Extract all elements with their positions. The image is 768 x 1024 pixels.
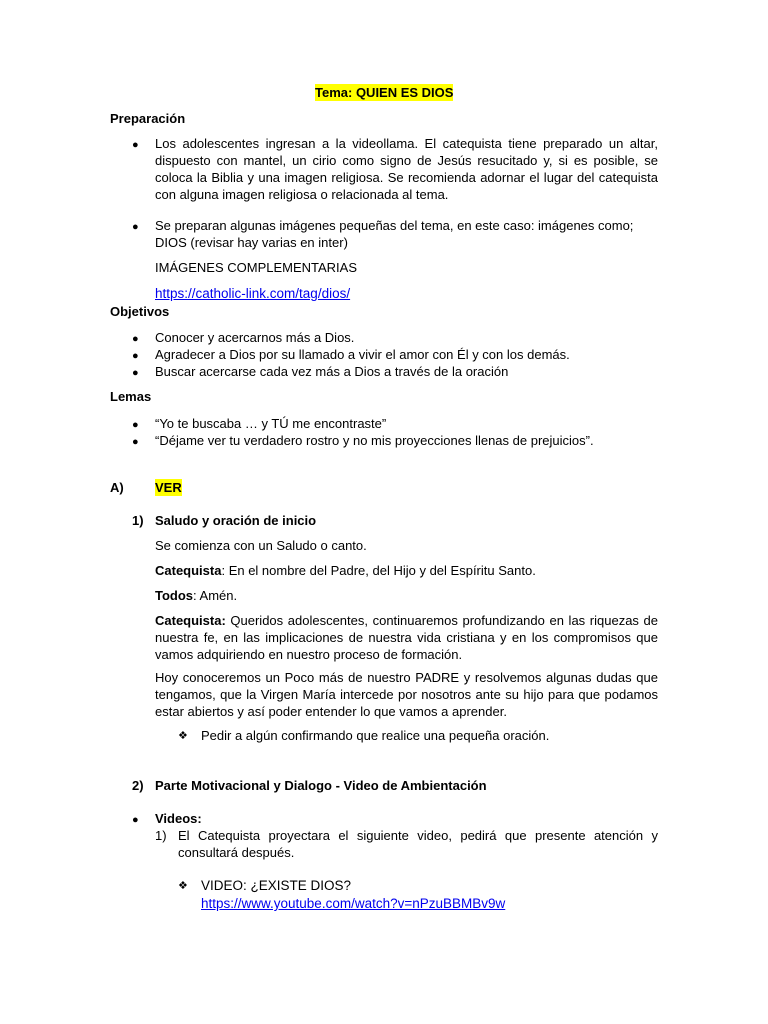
sub2-number: 2) [132,778,144,793]
preparacion-item-1: Los adolescentes ingresan a la videollama. El catequista tiene preparado un altar, dispuesto con mantel, un cirio como signo de Jesús resucitado y, si es posible, se coloca la Biblia y una imagen religiosa. Se recomienda adornar el lugar del catequista con alguna imagen religiosa o relacionada al tema. [155,136,658,202]
bullet-icon: ● [132,814,139,826]
step-number: 1) [155,828,167,843]
step-text: El Catequista proyectara el siguiente video, pedirá que presente atención y consultará después. [178,828,658,860]
sub1-number: 1) [132,513,144,528]
sub1-paragraph-5: Hoy conoceremos un Poco más de nuestro PADRE y resolvemos algunas dudas que tengamos, que la Virgen María intercede por nosotros ante su hijo para que podamos estar abiertos y así poder entender lo que vamos a aprender. [155,670,658,719]
bullet-icon: ● [132,350,139,362]
title-prefix: Tema: [315,85,356,100]
objetivo-item: Conocer y acercarnos más a Dios. [155,330,355,345]
sub1-paragraph-1: Se comienza con un Saludo o canto. [155,538,367,553]
objetivo-item: Agradecer a Dios por su llamado a vivir el amor con Él y con los demás. [155,347,570,362]
imagenes-complementarias: IMÁGENES COMPLEMENTARIAS [155,260,358,275]
sub1-title: Saludo y oración de inicio [155,513,317,528]
lema-item: “Déjame ver tu verdadero rostro y no mis proyecciones llenas de prejuicios”. [155,433,594,448]
objetivo-item: Buscar acercarse cada vez más a Dios a través de la oración [155,364,509,379]
sub1-paragraph-4 [155,612,658,663]
speaker-text: Queridos adolescentes, continuaremos profundizando en las riquezas de nuestra fe, en las implicaciones de nuestra vida cristiana y en los compromisos que vamos adquiriendo en nuestro proceso de formación. [155,613,658,662]
catholic-link[interactable]: https://catholic-link.com/tag/dios/ [155,286,351,301]
section-a-marker: A) [110,480,124,495]
sub1-bullet: Pedir a algún confirmando que realice una pequeña oración. [201,728,550,743]
bullet-icon: ● [132,221,139,233]
section-a-title: VER [155,480,182,495]
bullet-icon: ● [132,333,139,345]
diamond-bullet-icon: ❖ [178,880,188,892]
speaker-label: Catequista [155,563,222,578]
lemas-heading: Lemas [110,389,152,404]
bullet-icon: ● [132,139,139,151]
page-title [315,84,453,101]
bullet-icon: ● [132,419,139,431]
lema-item: “Yo te buscaba … y TÚ me encontraste” [155,416,387,431]
preparacion-item-2-line2: DIOS (revisar hay varias en inter) [155,235,348,250]
sub2-title: Parte Motivacional y Dialogo - Video de Ambientación [155,778,487,793]
title-main: QUIEN ES DIOS [355,85,454,100]
speaker-text: : En el nombre del Padre, del Hijo y del Espíritu Santo. [221,563,536,578]
preparacion-heading: Preparación [110,111,186,126]
preparacion-item-2-line1: Se preparan algunas imágenes pequeñas del tema, en este caso: imágenes como; [155,218,634,233]
bullet-icon: ● [132,436,139,448]
video-label: VIDEO: ¿EXISTE DIOS? [201,878,352,893]
sub1-paragraph-3 [155,587,237,604]
videos-label: Videos: [155,811,202,826]
bullet-icon: ● [132,367,139,379]
sub1-paragraph-2 [155,562,536,579]
objetivos-heading: Objetivos [110,304,170,319]
youtube-link[interactable]: https://www.youtube.com/watch?v=nPzuBBMBv9w [201,896,506,911]
speaker-label: Catequista: [155,613,226,628]
diamond-bullet-icon: ❖ [178,730,188,742]
speaker-text: : Amén. [193,588,238,603]
speaker-label: Todos [155,588,194,603]
